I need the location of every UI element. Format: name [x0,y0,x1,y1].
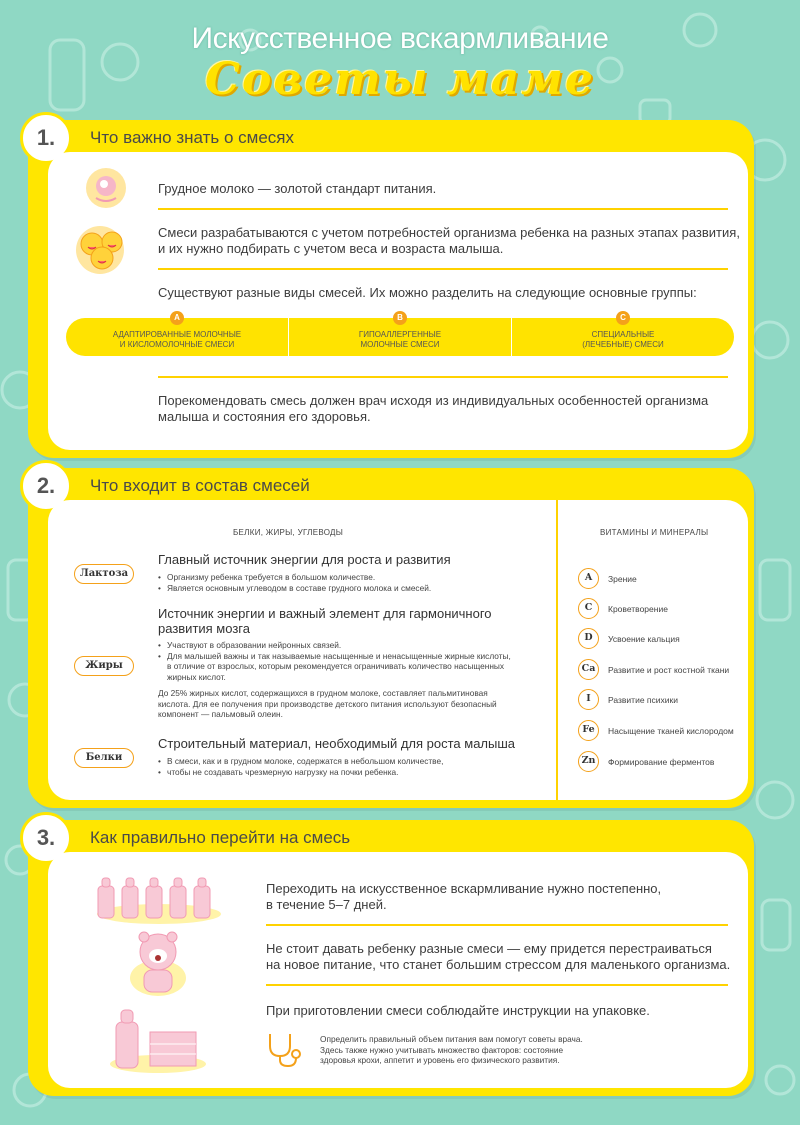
bullet: • Является основным углеводом в составе грудного молока и смесей. [158,583,431,594]
section-number: 2. [20,460,72,512]
group-special [511,313,734,356]
group-label: И КИСЛОМОЛОЧНЫЕ СМЕСИ [119,340,235,349]
vitamin-symbol: Ca [578,659,599,680]
tip-instructions: При приготовлении смеси соблюдайте инструкции на упаковке. [266,1003,650,1018]
divider [266,924,728,926]
group-badge: А [170,311,184,325]
section-transition [28,820,754,1096]
bullet: • Участвуют в образовании нейронных связей. [158,640,511,651]
fact-formulas-line2: и их нужно подбирать с учетом веса и возраста малыша. [158,241,504,256]
bullet: • В смеси, как и в грудном молоке, содержатся в небольшом количестве, [158,756,443,767]
vitamin-symbol: D [578,628,599,649]
tip-no-switching-line2: на новое питание, что станет большим стрессом для маленького организма. [266,957,731,972]
proteins-pill: Белки [74,748,134,768]
vitamin-label: Кроветворение [608,603,668,614]
column-divider [556,500,558,800]
vitamin-row [578,628,680,649]
bullet-continuation: • чтобы не создавать чрезмерную нагрузку на почки ребенка. [158,767,443,778]
bullet: • Для малышей важны и так называемые насыщенные и ненасыщенные жирные кислоты, [158,651,511,662]
vitamin-label: Зрение [608,573,637,584]
tip-no-switching-line1: Не стоит давать ребенку разные смеси — ему придется перестраиваться [266,941,712,956]
section-body [48,500,748,800]
page-subtitle: Советы маме [204,54,596,105]
section-heading: Что входит в состав смесей [90,476,310,495]
bottle-and-box-icon [108,1004,208,1074]
fats-title-line1: Источник энергии и важный элемент для гармоничного [158,606,492,621]
tip-gradual-line1: Переходить на искусственное вскармливание нужно постепенно, [266,881,662,896]
fact-doctor-line1: Порекомендовать смесь должен врач исходя из индивидуальных особенностей организма [158,393,709,408]
note-line: здоровья крохи, аппетит и уровень его физического развития. [320,1055,560,1065]
group-label: АДАПТИРОВАННЫЕ МОЛОЧНЫЕ [112,330,242,339]
macronutrients-header: БЕЛКИ, ЖИРЫ, УГЛЕВОДЫ [233,528,344,537]
fact-doctor-line2: малыша и состояния его здоровья. [158,409,371,424]
proteins-bullets [158,756,443,777]
vitamin-label: Формирование ферментов [608,756,715,767]
vitamin-symbol: C [578,598,599,619]
vitamin-label: Развитие и рост костной ткани [608,664,730,675]
group-label: (ЛЕЧЕБНЫЕ) СМЕСИ [582,340,664,349]
vitamin-label: Развитие психики [608,694,678,705]
section-formulas-info [28,120,754,458]
group-hypoallergenic [288,313,511,356]
divider [266,984,728,986]
proteins-title: Строительный материал, необходимый для роста малыша [158,736,516,751]
doctor-note [320,1034,583,1066]
vitamin-row [578,568,637,589]
vitamin-row [578,720,734,741]
section-composition [28,468,754,808]
vitamin-symbol: Fe [578,720,599,741]
lactose-pill: Лактоза [74,564,134,584]
breast-milk-icon [84,166,128,210]
fats-bullets [158,640,511,682]
formula-groups [66,313,734,356]
fats-title-line2: развития мозга [158,621,250,636]
divider [158,376,728,378]
lactose-bullets [158,572,431,593]
vitamin-symbol: A [578,568,599,589]
vitamin-label: Насыщение тканей кислородом [608,725,734,736]
section-heading: Как правильно перейти на смесь [90,828,351,847]
note-line: Здесь также нужно учитывать множество факторов: состояние [320,1044,564,1055]
group-badge: В [393,311,407,325]
vitamin-row [578,751,714,772]
fact-formulas-line1: Смеси разрабатываются с учетом потребностей организма ребенка на разных этапах развития, [158,225,740,240]
fats-pill: Жиры [74,656,134,676]
section-number: 1. [20,112,72,164]
divider [158,208,728,210]
section-heading: Что важно знать о смесях [90,128,294,147]
fact-breast-milk: Грудное молоко — золотой стандарт питания. [158,181,437,196]
bullet-continuation: жирных кислот. [167,671,226,682]
vitamin-row [578,598,668,619]
note-line: Определить правильный объем питания вам помогут советы врача. [320,1034,583,1044]
note-line: компонент — пальмовый олеин. [158,709,283,719]
vitamin-label: Усвоение кальция [608,633,680,644]
group-badge: С [616,311,630,325]
group-adapted [66,313,288,356]
page-title: Искусственное вскармливание [191,22,609,55]
fact-groups-intro: Существуют разные виды смесей. Их можно разделить на следующие основные группы: [158,285,697,300]
vitamin-symbol: Zn [578,751,599,772]
bottles-icon [94,874,224,926]
vitamin-row [578,659,729,680]
lactose-title: Главный источник энергии для роста и развития [158,552,451,567]
note-line: До 25% жирных кислот, содержащихся в грудном молоке, составляет пальмитиновая [158,688,488,698]
note-line: кислота. Для ее получения при производстве детского питания используют безопасный [158,698,497,709]
fats-note [158,688,497,720]
vitamins-header: ВИТАМИНЫ И МИНЕРАЛЫ [600,528,709,537]
divider [158,268,728,270]
section-body [48,852,748,1088]
vitamin-symbol: I [578,689,599,710]
crying-baby-icon [128,928,188,998]
bullet-continuation: в отличие от взрослых, которым рекомендуется ограничивать количество насыщенных [167,661,505,671]
stethoscope-icon [264,1030,304,1068]
group-label: МОЛОЧНЫЕ СМЕСИ [360,340,440,349]
bullet: • Организму ребенка требуется в большом количестве. [158,572,431,583]
group-label: СПЕЦИАЛЬНЫЕ [591,330,655,339]
section-body [48,152,748,450]
group-label: ГИПОАЛЛЕРГЕННЫЕ [358,330,442,339]
baby-faces-icon [70,218,134,276]
tip-gradual-line2: в течение 5–7 дней. [266,897,387,912]
section-number: 3. [20,812,72,864]
vitamin-row [578,689,678,710]
